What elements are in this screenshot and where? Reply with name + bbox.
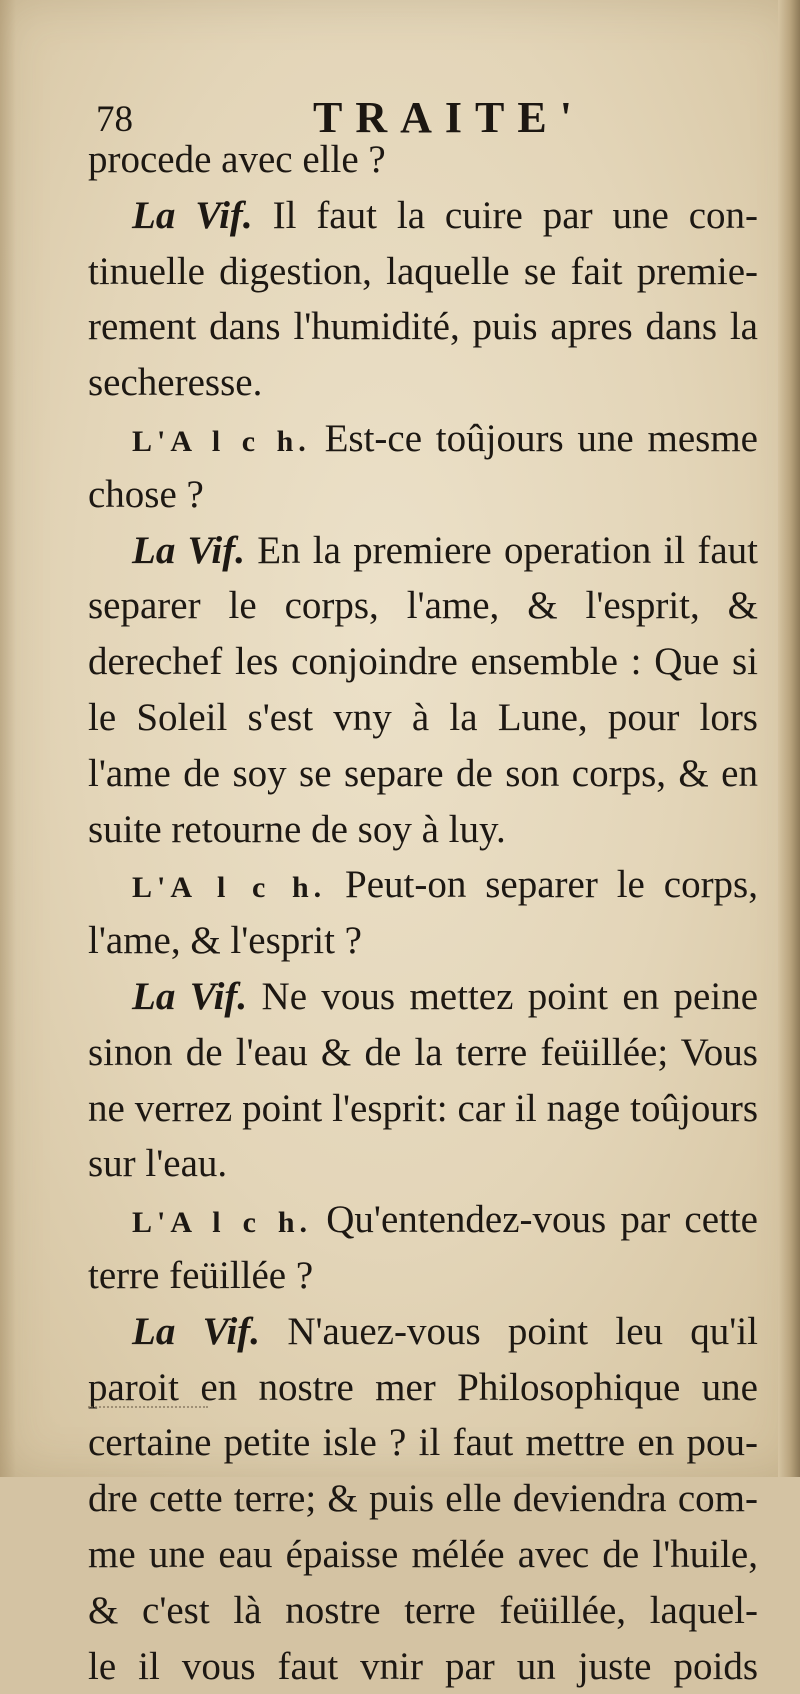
text-line: L'A l c h. Qu'entendez-vous par cette bbox=[132, 1198, 758, 1242]
text-line: paroit en nostre mer Philosophique une bbox=[88, 1365, 758, 1409]
running-title: TRAITE' bbox=[313, 93, 585, 142]
text-line: L'A l c h. Peut-on separer le corps, bbox=[132, 863, 758, 907]
text-line: secheresse. bbox=[88, 361, 263, 405]
text-line: & c'est là nostre terre feüillée, laquel- bbox=[88, 1588, 758, 1632]
text-line: dre cette terre; & puis elle deviendra com- bbox=[88, 1477, 758, 1521]
text-line: sur l'eau. bbox=[88, 1142, 228, 1186]
text-line: La Vif. Il faut la cuire par une con- bbox=[132, 193, 758, 237]
page-gutter-shadow bbox=[778, 0, 800, 1477]
speaker-label: L'A l c h. bbox=[132, 871, 327, 905]
text-line: sinon de l'eau & de la terre feüillée; Vous bbox=[88, 1030, 758, 1074]
speaker-label: L'A l c h. bbox=[132, 424, 311, 458]
text-line: me une eau épaisse mélée avec de l'huile, bbox=[88, 1532, 758, 1576]
text-line: La Vif. N'auez-vous point leu qu'il bbox=[132, 1309, 758, 1353]
text-line: l'ame de soy se separe de son corps, & en bbox=[88, 751, 758, 795]
speaker-label: La Vif. bbox=[132, 974, 248, 1018]
body-text bbox=[88, 132, 758, 1694]
text-line: procede avec elle ? bbox=[88, 138, 386, 181]
text-line: suite retourne de soy à luy. bbox=[88, 807, 506, 851]
text-line: L'A l c h. Est-ce toûjours une mesme bbox=[132, 416, 758, 460]
speaker-label: L'A l c h. bbox=[132, 1206, 313, 1240]
speaker-label: La Vif. bbox=[132, 193, 253, 237]
text-line: certaine petite isle ? il faut mettre en pou- bbox=[88, 1421, 758, 1465]
text-line: l'ame, & l'esprit ? bbox=[88, 919, 362, 963]
text-line: chose ? bbox=[88, 472, 204, 516]
page-number: 78 bbox=[96, 99, 133, 140]
text-line: le il vous faut vnir par un juste poids bbox=[88, 1644, 758, 1688]
text-line: separer le corps, l'ame, & l'esprit, & bbox=[88, 584, 758, 628]
speaker-label: La Vif. bbox=[132, 1309, 261, 1353]
page-left-edge bbox=[0, 0, 16, 1477]
text-line: ne verrez point l'esprit: car il nage toûjours bbox=[88, 1086, 758, 1130]
text-line: rement dans l'humidité, puis apres dans la bbox=[88, 305, 758, 349]
text-line: le Soleil s'est vny à la Lune, pour lors bbox=[88, 695, 758, 739]
text-line: terre feüillée ? bbox=[88, 1253, 314, 1297]
speaker-label: La Vif. bbox=[132, 528, 245, 572]
text-line: tinuelle digestion, laquelle se fait premie- bbox=[88, 249, 758, 293]
catchword-mark bbox=[88, 1398, 208, 1408]
text-line: La Vif. Ne vous mettez point en peine bbox=[132, 974, 758, 1018]
text-line: La Vif. En la premiere operation il faut bbox=[132, 528, 758, 572]
text-line: derechef les conjoindre ensemble : Que si bbox=[88, 640, 758, 684]
